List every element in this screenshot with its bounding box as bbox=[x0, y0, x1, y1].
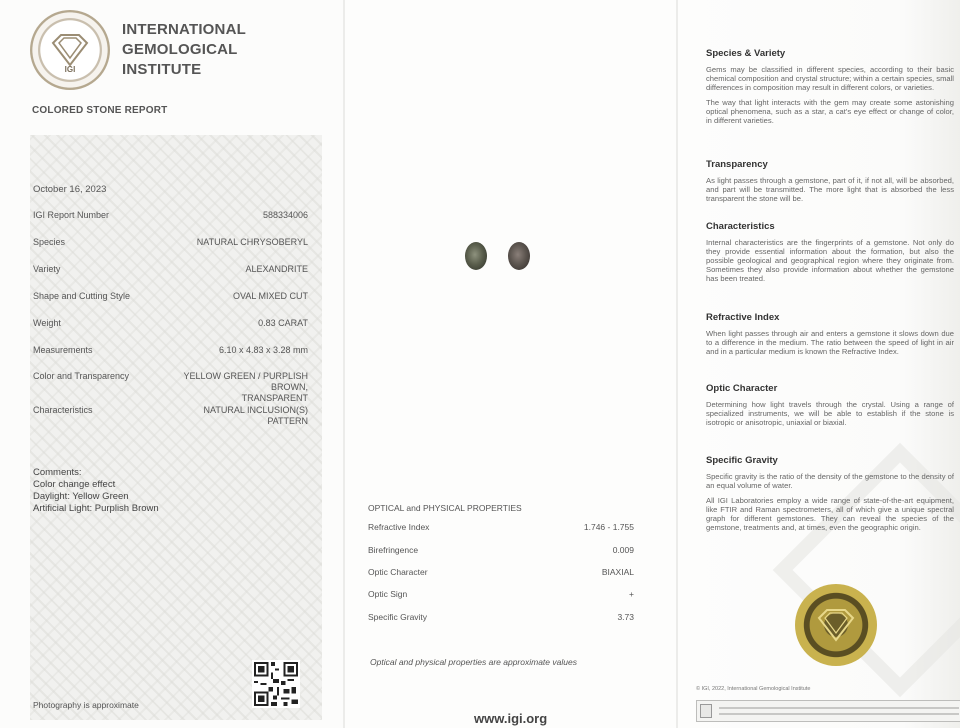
field-row-species bbox=[33, 237, 308, 248]
comments-block bbox=[33, 467, 159, 515]
comments-heading: Comments: bbox=[33, 467, 82, 478]
field-label: Shape and Cutting Style bbox=[33, 291, 131, 301]
info-heading: Refractive Index bbox=[706, 312, 780, 323]
info-heading: Characteristics bbox=[706, 221, 775, 232]
gold-hologram-seal bbox=[795, 584, 877, 666]
field-label: IGI Report Number bbox=[33, 210, 110, 220]
field-row-color bbox=[33, 371, 308, 404]
field-label: Measurements bbox=[33, 345, 93, 355]
document-icon bbox=[700, 704, 712, 718]
optical-value: 3.73 bbox=[617, 612, 634, 622]
field-value: NATURAL CHRYSOBERYL bbox=[196, 237, 308, 247]
info-section-transparency bbox=[706, 159, 954, 209]
security-pattern-background bbox=[30, 135, 322, 720]
optical-row-birefringence bbox=[368, 545, 634, 555]
field-value-line: BROWN, bbox=[271, 382, 308, 392]
field-value bbox=[183, 371, 308, 404]
field-value: OVAL MIXED CUT bbox=[232, 291, 308, 301]
field-value-line: TRANSPARENT bbox=[241, 393, 308, 403]
info-section-characteristics bbox=[706, 221, 954, 289]
optical-label: Birefringence bbox=[368, 545, 419, 555]
optical-value: BIAXIAL bbox=[601, 567, 634, 577]
report-front-panel bbox=[0, 0, 343, 728]
diamond-icon bbox=[45, 25, 95, 75]
report-title: COLORED STONE REPORT bbox=[32, 105, 168, 116]
diamond-icon bbox=[811, 600, 861, 650]
info-paragraph: Determining how light travels through the crystal. Using a range of specialized instruments, we will be able to establish if the stone is isotropic or anisotropic, uniaxial or biaxial. bbox=[706, 400, 954, 427]
info-section-optic-character bbox=[706, 383, 954, 433]
field-value: 0.83 CARAT bbox=[258, 318, 308, 328]
copyright-text: © IGI, 2022, International Gemological Institute bbox=[696, 686, 811, 692]
gem-photo-daylight bbox=[465, 242, 487, 270]
info-paragraph: Gems may be classified in different species, according to their basic chemical composition and crystal structure; within a certain species, small differences in composition may result in different colors, or varieties. bbox=[706, 65, 954, 92]
photo-note: Photography is approximate bbox=[33, 700, 139, 710]
info-heading: Species & Variety bbox=[706, 48, 786, 59]
optical-label: Refractive Index bbox=[368, 522, 430, 532]
field-row-variety bbox=[33, 264, 308, 275]
qr-code-icon bbox=[254, 662, 298, 706]
field-value-line: YELLOW GREEN / PURPLISH bbox=[183, 371, 308, 381]
info-paragraph: As light passes through a gemstone, part of it, if not all, will be absorbed, and part will be transmitted. The more light that is absorbed the less transparent the stone will be. bbox=[706, 176, 954, 203]
optical-label: Optic Sign bbox=[368, 589, 408, 599]
optical-row-optic-sign bbox=[368, 589, 634, 599]
info-paragraph: When light passes through air and enters a gemstone it slows down due to a difference in the medium. The ratio between the speed of light in air and in a particular medium is known the Refractive Index. bbox=[706, 329, 954, 356]
optical-properties-title: OPTICAL and PHYSICAL PROPERTIES bbox=[368, 503, 522, 513]
field-row-weight bbox=[33, 318, 308, 329]
org-name-line: INTERNATIONAL bbox=[122, 21, 246, 38]
info-paragraph: The way that light interacts with the gem may create some astonishing optical phenomena, such as a star, a cat's eye effect or change of color, in different varieties. bbox=[706, 98, 954, 125]
org-name-line: GEMOLOGICAL bbox=[122, 41, 238, 58]
fine-print-line bbox=[719, 707, 959, 709]
field-row-characteristics bbox=[33, 405, 308, 427]
optical-label: Optic Character bbox=[368, 567, 428, 577]
igi-seal-logo bbox=[30, 10, 110, 90]
security-notice-bar bbox=[696, 700, 960, 722]
optical-value: 1.746 - 1.755 bbox=[583, 522, 634, 532]
info-heading: Transparency bbox=[706, 159, 768, 170]
optical-label: Specific Gravity bbox=[368, 612, 428, 622]
optical-row-optic-character bbox=[368, 567, 634, 577]
field-row-shape bbox=[33, 291, 308, 302]
info-paragraph: Specific gravity is the ratio of the density of the gemstone to the density of an equal volume of water. bbox=[706, 472, 954, 490]
fine-print-line bbox=[719, 713, 959, 715]
comment-line: Color change effect bbox=[33, 479, 116, 490]
comment-line: Artificial Light: Purplish Brown bbox=[33, 503, 159, 514]
field-value-line: PATTERN bbox=[267, 416, 308, 426]
svg-text:IGI: IGI bbox=[64, 65, 76, 74]
field-label: Variety bbox=[33, 264, 61, 274]
info-paragraph: Internal characteristics are the fingerprints of a gemstone. Not only do they provide essential information about the formation, but also the possible geological and geographical region where they originate from. Sometimes they also provide information about whether the gemstone has been treated. bbox=[706, 238, 954, 283]
gem-photo-artificial-light bbox=[508, 242, 530, 270]
optical-note: Optical and physical properties are approximate values bbox=[370, 657, 577, 667]
field-label: Characteristics bbox=[33, 405, 93, 415]
optical-value: 0.009 bbox=[612, 545, 634, 555]
info-section-specific-gravity bbox=[706, 455, 954, 538]
info-section-species-variety bbox=[706, 48, 954, 131]
info-section-refractive-index bbox=[706, 312, 954, 362]
info-heading: Optic Character bbox=[706, 383, 778, 394]
info-heading: Specific Gravity bbox=[706, 455, 778, 466]
optical-row-refractive-index bbox=[368, 522, 634, 532]
field-label: Species bbox=[33, 237, 66, 247]
org-name-line: INSTITUTE bbox=[122, 61, 202, 78]
field-value bbox=[203, 405, 308, 427]
field-value: 588334006 bbox=[262, 210, 308, 220]
optical-row-specific-gravity bbox=[368, 612, 634, 622]
field-value: ALEXANDRITE bbox=[245, 264, 308, 274]
field-value-line: NATURAL INCLUSION(S) bbox=[203, 405, 308, 415]
field-label: Color and Transparency bbox=[33, 371, 130, 381]
field-value: 6.10 x 4.83 x 3.28 mm bbox=[218, 345, 308, 355]
info-paragraph: All IGI Laboratories employ a wide range of state-of-the-art equipment, like FTIR and Raman spectrometers, all of which give a unique spectral graph for different gemstones. They can reveal the species of the gemstone, treatments and, at times, even the geographic origin. bbox=[706, 496, 954, 532]
field-row-report-number bbox=[33, 210, 308, 221]
qr-code[interactable] bbox=[252, 660, 300, 708]
field-label: Weight bbox=[33, 318, 61, 328]
comment-line: Daylight: Yellow Green bbox=[33, 491, 129, 502]
report-date: October 16, 2023 bbox=[33, 184, 107, 195]
org-name bbox=[122, 20, 246, 80]
optical-value: + bbox=[629, 589, 634, 599]
website-link[interactable]: www.igi.org bbox=[474, 711, 548, 726]
field-row-measurements bbox=[33, 345, 308, 356]
